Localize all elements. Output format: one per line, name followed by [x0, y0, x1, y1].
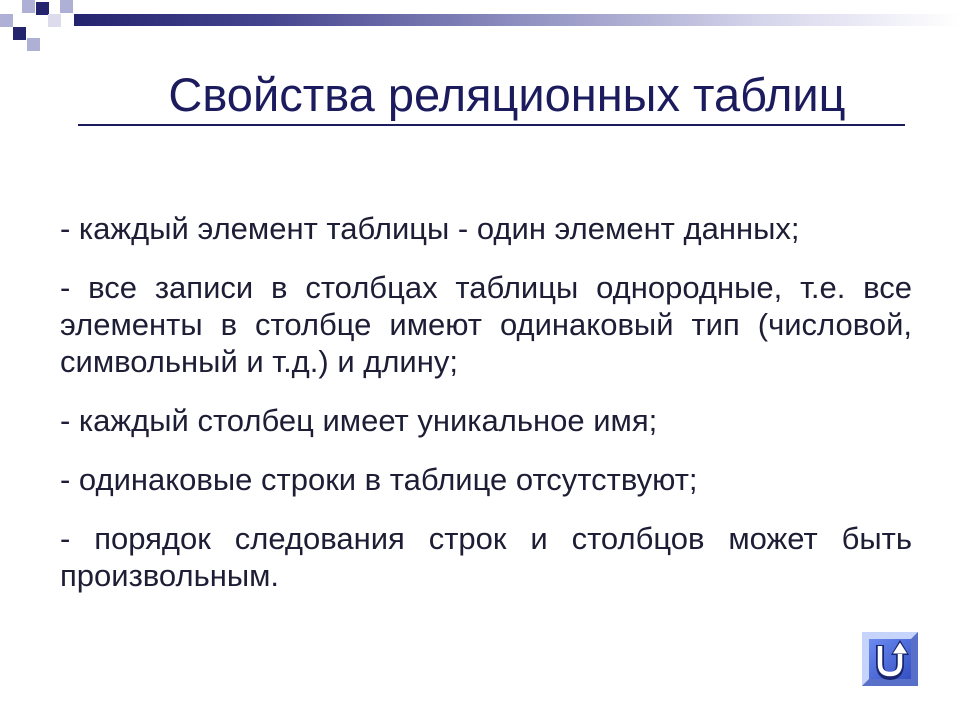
bullet-item	[60, 269, 912, 380]
decor-square	[27, 38, 40, 51]
bullet-line: - одинаковые строки в таблице отсутствуют;	[60, 462, 698, 497]
decor-square	[13, 27, 26, 40]
return-button[interactable]	[862, 632, 918, 686]
decor-square	[48, 14, 61, 27]
bullet-item	[60, 461, 912, 498]
bullet-item	[60, 520, 912, 594]
bullet-line: символьный и т.д.) и длину;	[60, 344, 458, 379]
title-underline	[78, 124, 905, 126]
header-gradient-bar	[74, 14, 960, 26]
bullet-line: произвольным.	[60, 558, 280, 593]
bullet-list	[60, 210, 912, 616]
slide-title: Свойства реляционных таблиц	[168, 68, 846, 121]
bullet-line: элементы в столбце имеют одинаковый тип (числовой,	[60, 307, 912, 342]
return-arrow-icon	[862, 632, 918, 686]
bullet-line: - каждый элемент таблицы - один элемент данных;	[60, 211, 800, 246]
decor-square	[0, 14, 13, 27]
bullet-line: - порядок следования строк и столбцов может быть	[60, 521, 912, 556]
bullet-line: - все записи в столбцах таблицы однородные, т.е. все	[60, 270, 912, 305]
bullet-line: - каждый столбец имеет уникальное имя;	[60, 403, 658, 438]
decor-square	[60, 0, 73, 13]
bullet-item	[60, 402, 912, 439]
bullet-item	[60, 210, 912, 247]
decor-square	[22, 0, 35, 13]
